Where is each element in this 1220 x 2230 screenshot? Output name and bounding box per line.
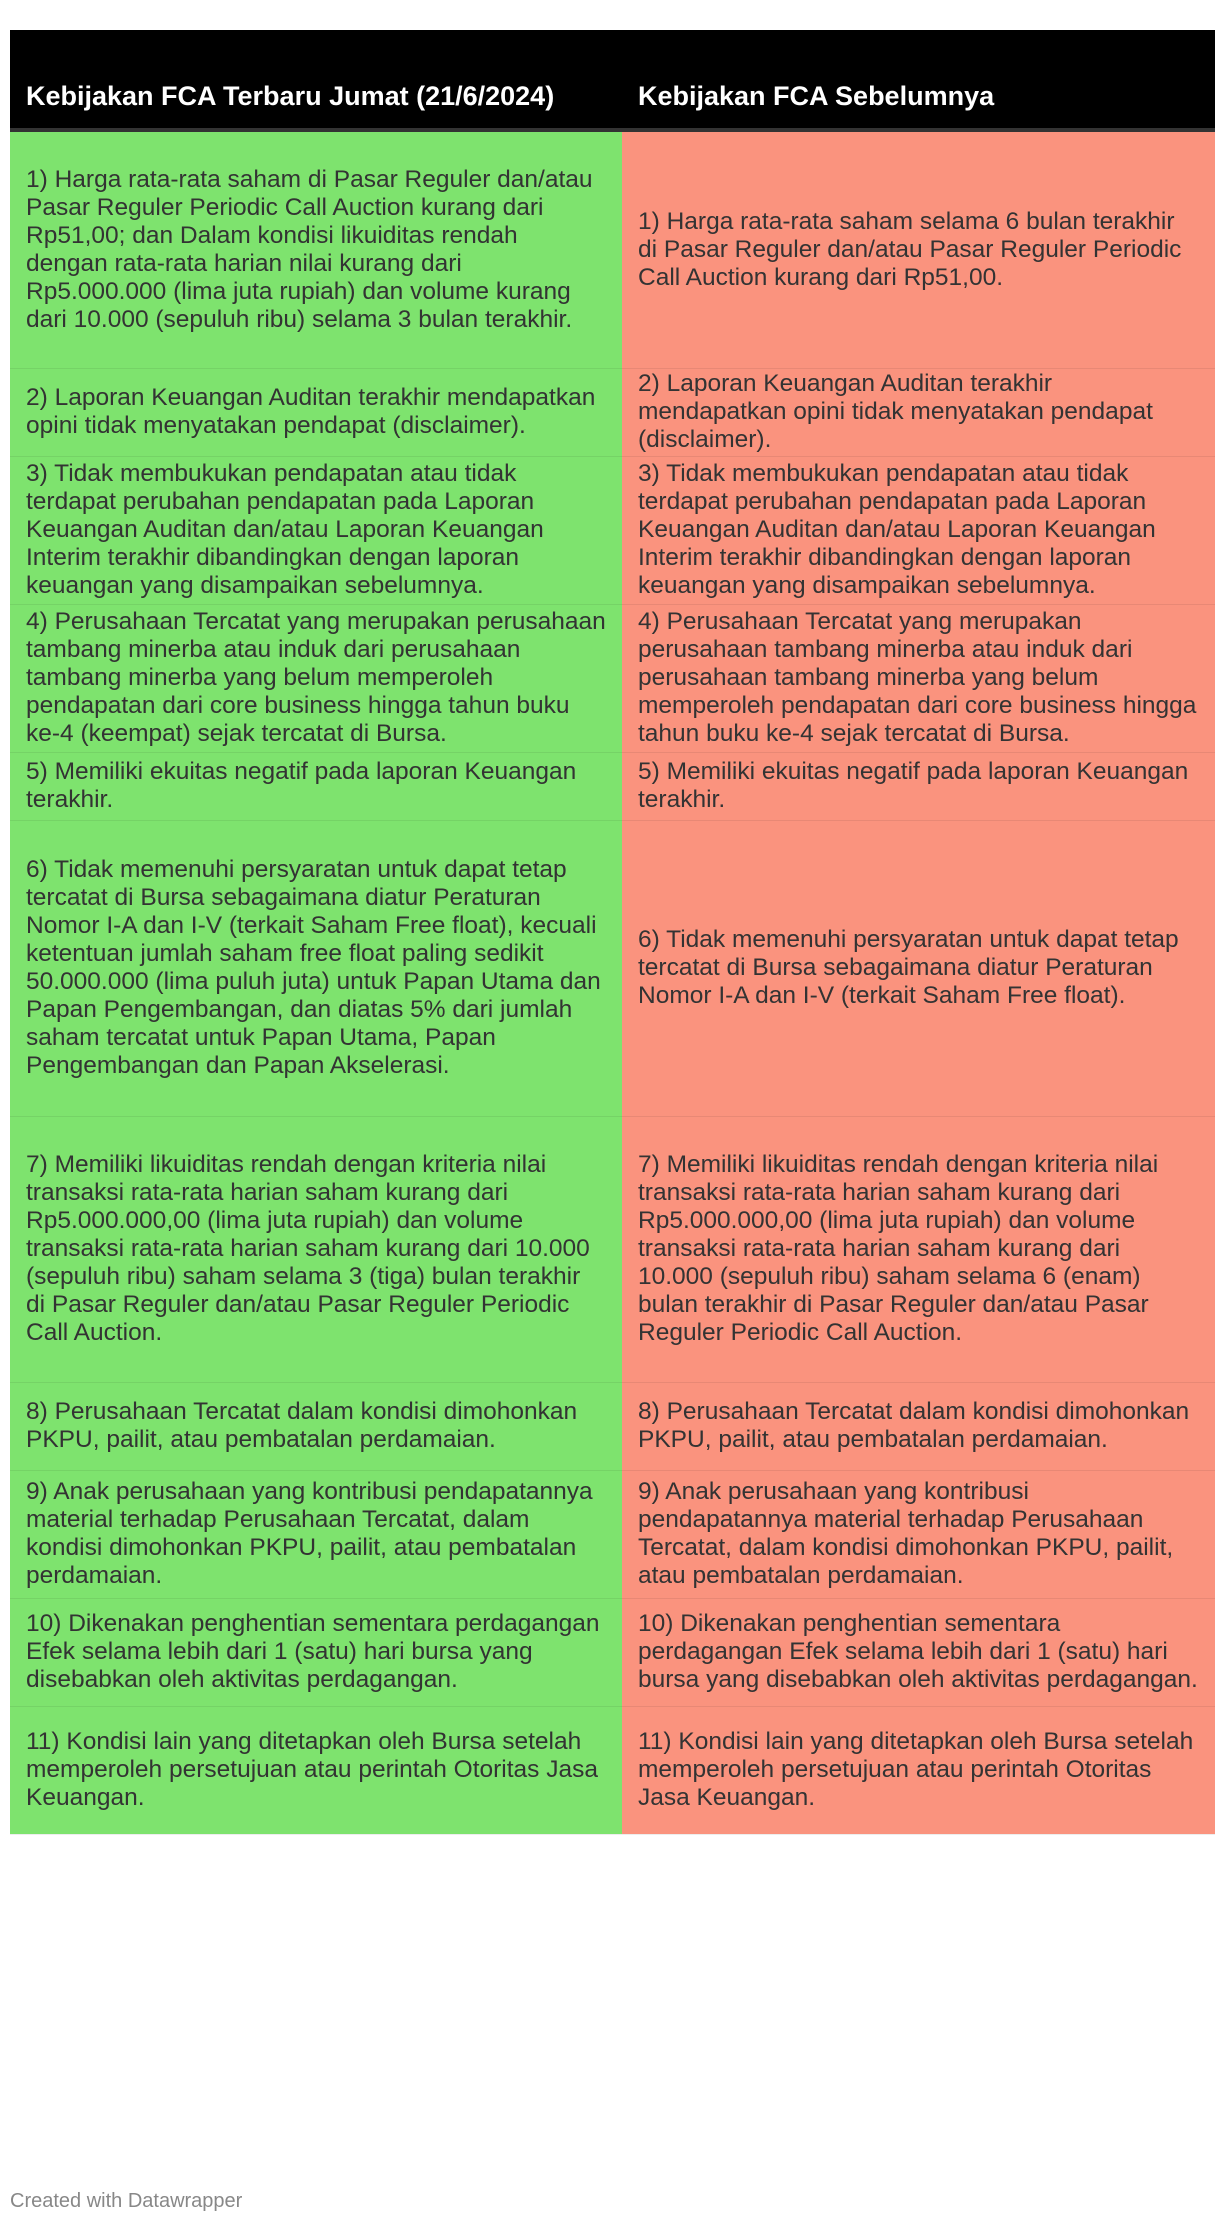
table-header-row — [10, 30, 1215, 130]
header-new-policy: Kebijakan FCA Terbaru Jumat (21/6/2024) — [10, 30, 622, 130]
table-row — [10, 130, 1215, 368]
cell-new-policy: 1) Harga rata-rata saham di Pasar Reguler dan/atau Pasar Reguler Periodic Call Auction kurang dari Rp51,00; dan Dalam kondisi likuiditas rendah dengan rata-rata harian nilai kurang dari Rp5.000.000 (lima juta rupiah) dan volume kurang dari 10.000 (sepuluh ribu) selama 3 bulan terakhir. — [10, 130, 622, 368]
table-row — [10, 820, 1215, 1116]
cell-old-policy: 6) Tidak memenuhi persyaratan untuk dapat tetap tercatat di Bursa sebagaimana diatur Peraturan Nomor I-A dan I-V (terkait Saham Free float). — [622, 820, 1215, 1116]
cell-new-policy: 5) Memiliki ekuitas negatif pada laporan Keuangan terakhir. — [10, 752, 622, 820]
cell-old-policy: 4) Perusahaan Tercatat yang merupakan perusahaan tambang minerba atau induk dari perusahaan tambang minerba yang belum memperoleh pendapatan dari core business hingga tahun buku ke-4 sejak tercatat di Bursa. — [622, 604, 1215, 752]
cell-new-policy: 3) Tidak membukukan pendapatan atau tidak terdapat perubahan pendapatan pada Laporan Keuangan Auditan dan/atau Laporan Keuangan Interim terakhir dibandingkan dengan laporan keuangan yang disampaikan sebelumnya. — [10, 456, 622, 604]
table-row — [10, 1382, 1215, 1470]
cell-old-policy: 2) Laporan Keuangan Auditan terakhir mendapatkan opini tidak menyatakan pendapat (disclaimer). — [622, 368, 1215, 456]
table-row — [10, 1706, 1215, 1834]
fca-table — [10, 30, 1215, 1835]
cell-old-policy: 7) Memiliki likuiditas rendah dengan kriteria nilai transaksi rata-rata harian saham kurang dari Rp5.000.000,00 (lima juta rupiah) dan volume transaksi rata-rata harian saham kurang dari 10.000 (sepuluh ribu) saham selama 6 (enam) bulan terakhir di Pasar Reguler dan/atau Pasar Reguler Periodic Call Auction. — [622, 1116, 1215, 1382]
table-row — [10, 368, 1215, 456]
table-row — [10, 456, 1215, 604]
cell-new-policy: 9) Anak perusahaan yang kontribusi pendapatannya material terhadap Perusahaan Tercatat, dalam kondisi dimohonkan PKPU, pailit, atau pembatalan perdamaian. — [10, 1470, 622, 1598]
cell-old-policy: 9) Anak perusahaan yang kontribusi pendapatannya material terhadap Perusahaan Tercatat, dalam kondisi dimohonkan PKPU, pailit, atau pembatalan perdamaian. — [622, 1470, 1215, 1598]
table-row — [10, 1470, 1215, 1598]
cell-new-policy: 8) Perusahaan Tercatat dalam kondisi dimohonkan PKPU, pailit, atau pembatalan perdamaian. — [10, 1382, 622, 1470]
table-row — [10, 1116, 1215, 1382]
cell-new-policy: 4) Perusahaan Tercatat yang merupakan perusahaan tambang minerba atau induk dari perusahaan tambang minerba yang belum memperoleh pendapatan dari core business hingga tahun buku ke-4 (keempat) sejak tercatat di Bursa. — [10, 604, 622, 752]
cell-old-policy: 10) Dikenakan penghentian sementara perdagangan Efek selama lebih dari 1 (satu) hari bursa yang disebabkan oleh aktivitas perdagangan. — [622, 1598, 1215, 1706]
cell-old-policy: 3) Tidak membukukan pendapatan atau tidak terdapat perubahan pendapatan pada Laporan Keuangan Auditan dan/atau Laporan Keuangan Interim terakhir dibandingkan dengan laporan keuangan yang disampaikan sebelumnya. — [622, 456, 1215, 604]
cell-new-policy: 6) Tidak memenuhi persyaratan untuk dapat tetap tercatat di Bursa sebagaimana diatur Peraturan Nomor I-A dan I-V (terkait Saham Free float), kecuali ketentuan jumlah saham free float paling sedikit 50.000.000 (lima puluh juta) untuk Papan Utama dan Papan Pengembangan, dan diatas 5% dari jumlah saham tercatat untuk Papan Utama, Papan Pengembangan dan Papan Akselerasi. — [10, 820, 622, 1116]
cell-old-policy: 5) Memiliki ekuitas negatif pada laporan Keuangan terakhir. — [622, 752, 1215, 820]
cell-old-policy: 8) Perusahaan Tercatat dalam kondisi dimohonkan PKPU, pailit, atau pembatalan perdamaian. — [622, 1382, 1215, 1470]
cell-new-policy: 10) Dikenakan penghentian sementara perdagangan Efek selama lebih dari 1 (satu) hari bursa yang disebabkan oleh aktivitas perdagangan. — [10, 1598, 622, 1706]
cell-new-policy: 7) Memiliki likuiditas rendah dengan kriteria nilai transaksi rata-rata harian saham kurang dari Rp5.000.000,00 (lima juta rupiah) dan volume transaksi rata-rata harian saham kurang dari 10.000 (sepuluh ribu) saham selama 3 (tiga) bulan terakhir di Pasar Reguler dan/atau Pasar Reguler Periodic Call Auction. — [10, 1116, 622, 1382]
table-row — [10, 604, 1215, 752]
table-row — [10, 1598, 1215, 1706]
comparison-table — [10, 30, 1215, 1835]
cell-old-policy: 11) Kondisi lain yang ditetapkan oleh Bursa setelah memperoleh persetujuan atau perintah Otoritas Jasa Keuangan. — [622, 1706, 1215, 1834]
table-body — [10, 130, 1215, 1834]
cell-old-policy: 1) Harga rata-rata saham selama 6 bulan terakhir di Pasar Reguler dan/atau Pasar Reguler Periodic Call Auction kurang dari Rp51,00. — [622, 130, 1215, 368]
cell-new-policy: 2) Laporan Keuangan Auditan terakhir mendapatkan opini tidak menyatakan pendapat (disclaimer). — [10, 368, 622, 456]
header-old-policy: Kebijakan FCA Sebelumnya — [622, 30, 1215, 130]
cell-new-policy: 11) Kondisi lain yang ditetapkan oleh Bursa setelah memperoleh persetujuan atau perintah Otoritas Jasa Keuangan. — [10, 1706, 622, 1834]
table-row — [10, 752, 1215, 820]
footer-credit: Created with Datawrapper — [10, 2190, 243, 2212]
